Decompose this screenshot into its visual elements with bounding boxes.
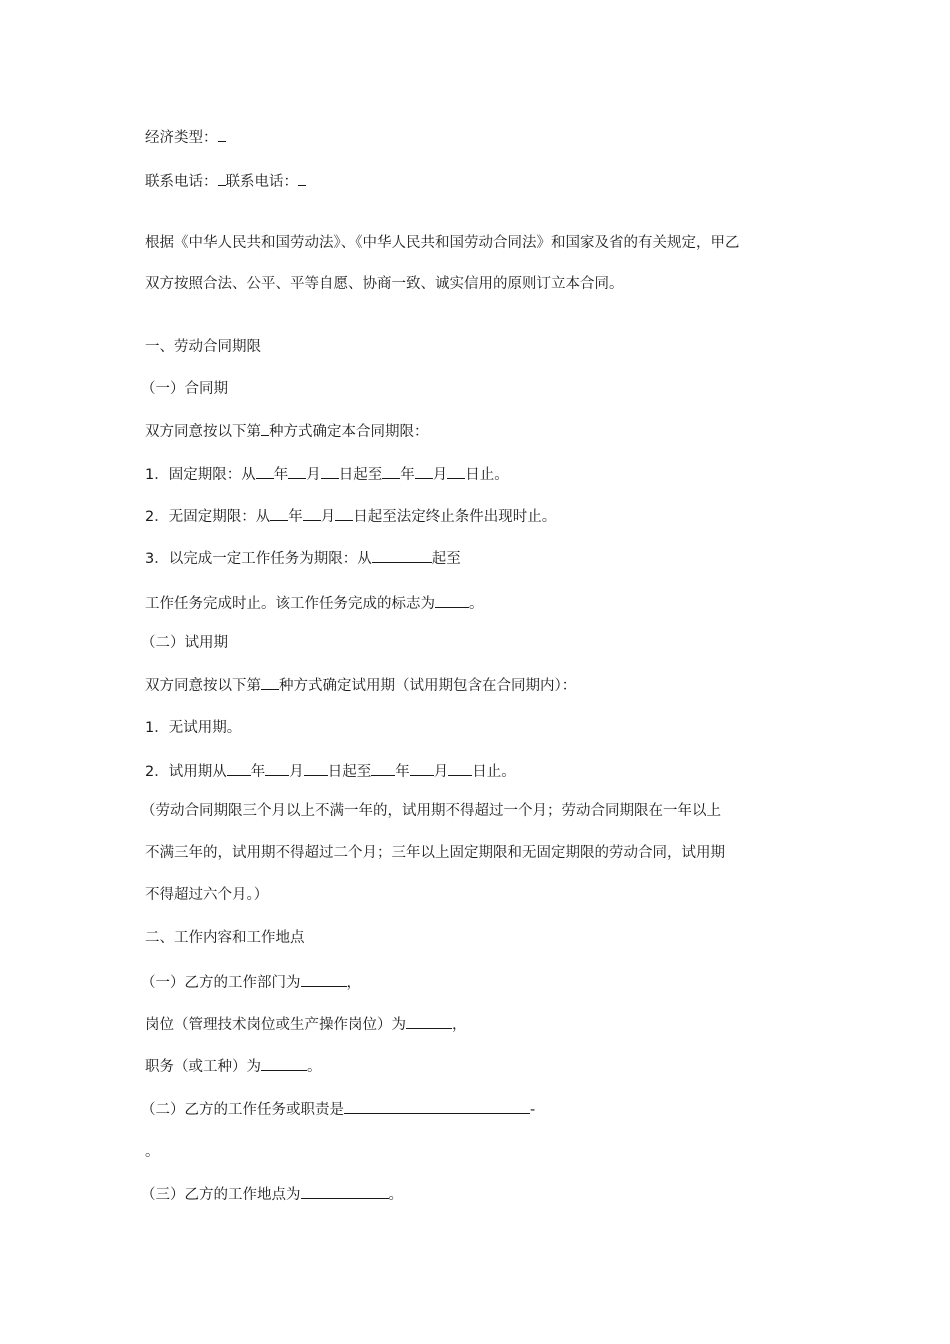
task-line [141,1099,535,1120]
term-option-2 [145,506,556,527]
section2-title: 二、工作内容和工作地点 [145,930,305,946]
term-option-1 [145,464,509,485]
probation-intro-a: 双方同意按以下第 [145,678,261,694]
prob-opt2-dayto: 日止。 [472,764,516,780]
prob-opt2-month: 月 [289,764,304,780]
probation-note-2: 不满三年的，试用期不得超过二个月；三年以上固定期限和无固定期限的劳动合同，试用期 [145,845,725,861]
term-opt1-dayto: 日止。 [465,467,509,483]
phone-label-2: 联系电话： [225,174,298,190]
probation-option-2 [145,761,516,782]
term-opt2-month-blank[interactable] [303,506,321,521]
duty-label: 职务（或工种）为 [145,1059,261,1075]
term-opt1-month2: 月 [432,467,448,483]
prob-opt2-a: 试用期从 [168,764,227,780]
duty-end: 。 [307,1059,322,1075]
duty-blank[interactable] [261,1056,307,1071]
prob-opt2-year2: 年 [395,764,410,780]
prob-opt2-year: 年 [250,764,266,780]
term-opt1-year2-blank[interactable] [382,464,400,479]
term-opt1-year-blank[interactable] [256,464,274,479]
prob-opt2-dayfrom: 日起至 [327,764,372,780]
term-opt2-day-blank[interactable] [335,506,353,521]
prob-opt2-day-blank[interactable] [304,761,328,776]
probation-choice-blank[interactable] [261,675,279,690]
economic-type-label: 经济类型： [145,130,218,146]
duty-line [145,1056,322,1077]
probation-intro [145,675,576,696]
term-opt1-month-blank[interactable] [288,464,306,479]
term-opt3-a: 以完成一定工作任务为期限：从 [168,551,372,567]
term-opt1-num: 1． [145,467,169,483]
prob-opt2-year-blank[interactable] [227,761,251,776]
term-choice-blank[interactable] [261,421,269,436]
prob-opt2-month-blank[interactable] [265,761,289,776]
prob-opt2-day2-blank[interactable] [448,761,472,776]
probation-note-1: （劳动合同期限三个月以上不满一年的，试用期不得超过一个月；劳动合同期限在一年以上 [141,803,721,819]
probation-heading: （二）试用期 [141,635,228,651]
preamble-line-2: 双方按照合法、公平、平等自愿、协商一致、诚实信用的原则订立本合同。 [145,276,624,292]
preamble-line-1: 根据《中华人民共和国劳动法》、《中华人民共和国劳动合同法》和国家及省的有关规定，甲乙 [145,235,740,251]
economic-type-blank[interactable] [218,127,226,142]
term-intro [145,421,429,442]
term-opt1-dayfrom: 日起至 [338,467,383,483]
dept-end: ， [346,975,361,991]
prob-opt2-year2-blank[interactable] [371,761,395,776]
term-intro-a: 双方同意按以下第 [145,424,261,440]
term-opt3-line2-a: 工作任务完成时止。该工作任务完成的标志为 [145,596,435,612]
task-label: （二）乙方的工作任务或职责是 [141,1102,344,1118]
task-dash: - [530,1102,536,1118]
term-opt2-num: 2． [145,509,169,525]
place-end: 。 [388,1187,403,1203]
term-opt2-year: 年 [288,509,303,525]
phone-line [145,171,306,192]
term-opt3-start-blank[interactable] [372,548,432,563]
term-opt3-mark-blank[interactable] [435,593,469,608]
term-heading: （一）合同期 [141,381,228,397]
term-opt2-month: 月 [320,509,336,525]
dept-line [141,972,361,993]
prob-opt2-month2: 月 [433,764,449,780]
term-opt2-tail: 日起至法定终止条件出现时止。 [353,509,557,525]
term-opt1-year: 年 [273,467,289,483]
term-opt1-day2-blank[interactable] [447,464,465,479]
economic-type-line [145,127,226,148]
term-opt1-a: 固定期限：从 [168,467,256,483]
term-opt1-month: 月 [306,467,321,483]
term-opt3-tail: 起至 [431,551,461,567]
post-line [145,1014,467,1035]
phone-blank-2[interactable] [298,171,306,186]
term-opt1-day-blank[interactable] [321,464,339,479]
probation-option-1: 1．无试用期。 [145,720,242,736]
term-option-3-line-2 [145,593,484,614]
task-blank[interactable] [344,1099,530,1114]
task-end-line: 。 [145,1144,160,1160]
term-option-3 [145,548,461,569]
post-end: ， [452,1017,467,1033]
prob-opt2-month2-blank[interactable] [410,761,434,776]
prob-opt2-num: 2． [145,764,169,780]
dept-blank[interactable] [301,972,347,987]
term-intro-b: 种方式确定本合同期限： [269,424,429,440]
term-opt1-year2: 年 [400,467,415,483]
term-opt1-month2-blank[interactable] [415,464,433,479]
phone-blank-1[interactable] [218,171,226,186]
term-opt3-num: 3． [145,551,169,567]
term-opt2-year-blank[interactable] [270,506,288,521]
post-label: 岗位（管理技术岗位或生产操作岗位）为 [145,1017,406,1033]
phone-label-1: 联系电话： [145,174,218,190]
post-blank[interactable] [406,1014,452,1029]
probation-note-3: 不得超过六个月。） [145,887,269,903]
dept-label: （一）乙方的工作部门为 [141,975,301,991]
probation-intro-b: 种方式确定试用期（试用期包含在合同期内）： [279,678,577,694]
place-line [141,1184,403,1205]
section1-title: 一、劳动合同期限 [145,339,261,355]
term-opt2-a: 无固定期限：从 [168,509,271,525]
term-opt3-line2-b: 。 [469,596,484,612]
place-label: （三）乙方的工作地点为 [141,1187,301,1203]
place-blank[interactable] [301,1184,389,1199]
